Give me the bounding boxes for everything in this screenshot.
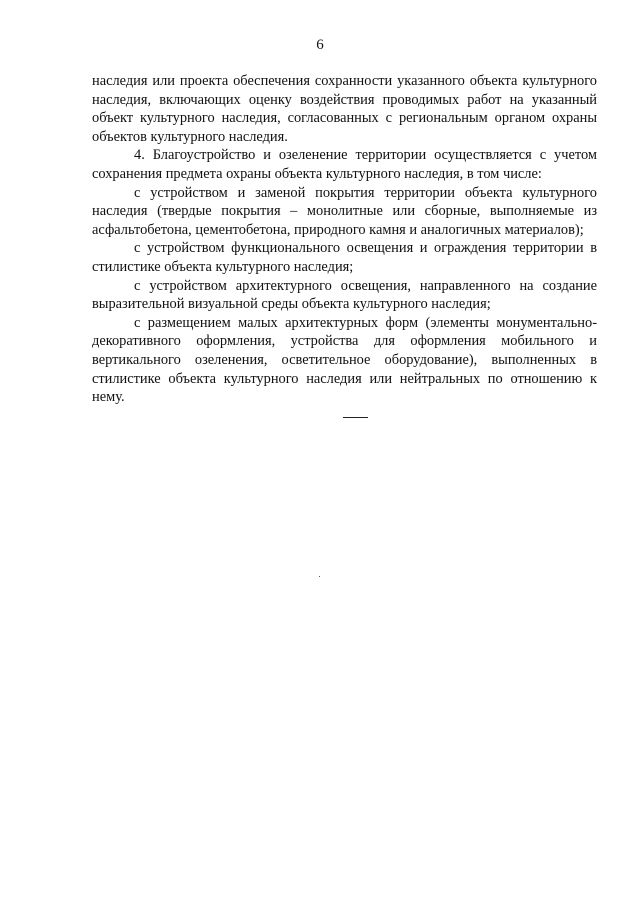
page-number: 6 [316, 37, 324, 53]
end-of-text-divider [343, 417, 368, 418]
paragraph-continuation: наследия или проекта обеспечения сохранности указанного объекта культурного наследия, включающих оценку воздействия проводимых работ на указанный объект культурного наследия, согласованных с региональным органом охраны объектов культурного наследия. [92, 73, 597, 145]
paragraph-item-4: 4. Благоустройство и озеленение территории осуществляется с учетом сохранения предмета охраны объекта культурного наследия, в том числе: [92, 147, 597, 182]
paragraph-small-forms: с размещением малых архитектурных форм (элементы монументально-декоративного оформления, устройства для оформления мобильного и вертикального озеленения, осветительное оборудование), выполненных в стилистике объекта культурного наследия или нейтральных по отношению к нему. [92, 314, 597, 406]
paragraph-functional-lighting: с устройством функционального освещения и ограждения территории в стилистике объекта культурного наследия; [92, 240, 597, 275]
paragraph-architectural-lighting: с устройством архитектурного освещения, направленного на создание выразительной визуальной среды объекта культурного наследия; [92, 277, 597, 313]
document-body [92, 72, 597, 407]
scan-speck [319, 576, 320, 577]
paragraph-pavement: с устройством и заменой покрытия территории объекта культурного наследия (твердые покрытия – монолитные или сборные, выполняемые из асфальтобетона, цементобетона, природного камня и аналогичных материалов); [92, 184, 597, 238]
